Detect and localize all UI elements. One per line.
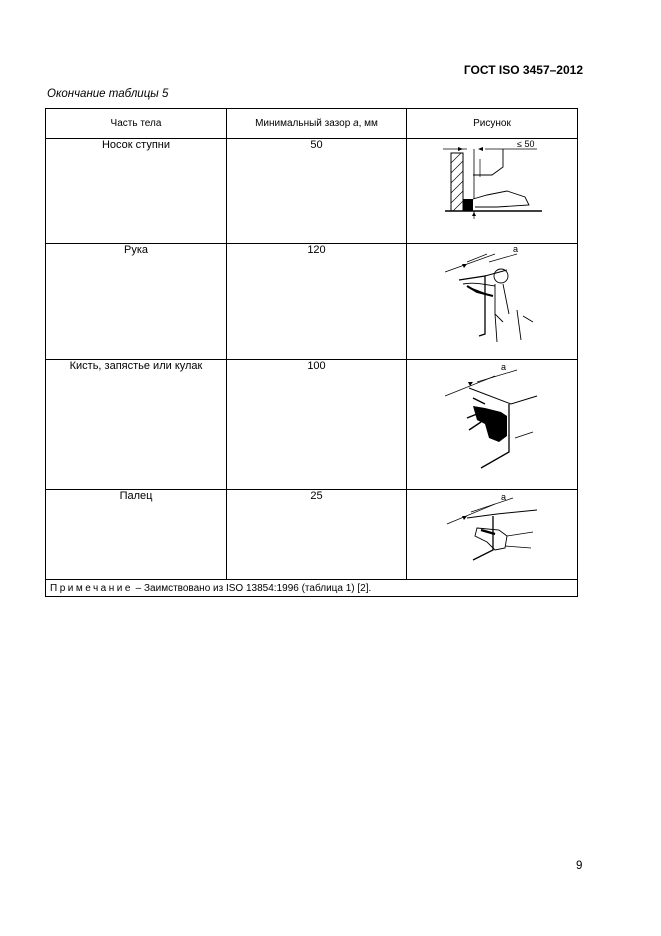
column-header-figure: Рисунок [407, 109, 578, 139]
table-row [46, 244, 578, 360]
figure-label: a [501, 362, 507, 372]
hand-gap-drawing-icon [437, 360, 547, 470]
body-part-cell: Рука [46, 244, 227, 360]
document-header: ГОСТ ISO 3457–2012 [463, 63, 583, 77]
note-label: Примечание [50, 583, 133, 594]
table-caption: Окончание таблицы 5 [47, 88, 169, 100]
gap-value-cell: 120 [227, 244, 407, 360]
table-row [46, 490, 578, 580]
table-row [46, 360, 578, 490]
body-part-cell: Кисть, запястье или кулак [46, 360, 227, 490]
column-header-min-gap: Минимальный зазор а, мм [227, 109, 407, 139]
page-number: 9 [576, 860, 583, 872]
arm-gap-drawing-icon [437, 244, 547, 344]
table-row [46, 139, 578, 244]
table-note-row [46, 580, 578, 597]
note-text: – Заимствовано из ISO 13854:1996 (таблица 1) [2]. [132, 583, 372, 594]
table-header-row [46, 109, 578, 139]
gap-value-cell: 100 [227, 360, 407, 490]
figure-label: a [513, 244, 519, 254]
gap-value-cell: 50 [227, 139, 407, 244]
body-part-cell: Носок ступни [46, 139, 227, 244]
figure-label: a [501, 492, 507, 502]
table-note [46, 580, 578, 597]
toe-gap-drawing-icon [437, 139, 547, 219]
figure-cell [407, 360, 578, 490]
clearance-table [45, 108, 578, 597]
figure-cell [407, 244, 578, 360]
figure-cell [407, 490, 578, 580]
gap-value-cell: 25 [227, 490, 407, 580]
finger-gap-drawing-icon [437, 490, 547, 565]
figure-label: ≤ 50 [517, 139, 535, 149]
column-header-body-part: Часть тела [46, 109, 227, 139]
body-part-cell: Палец [46, 490, 227, 580]
figure-cell [407, 139, 578, 244]
